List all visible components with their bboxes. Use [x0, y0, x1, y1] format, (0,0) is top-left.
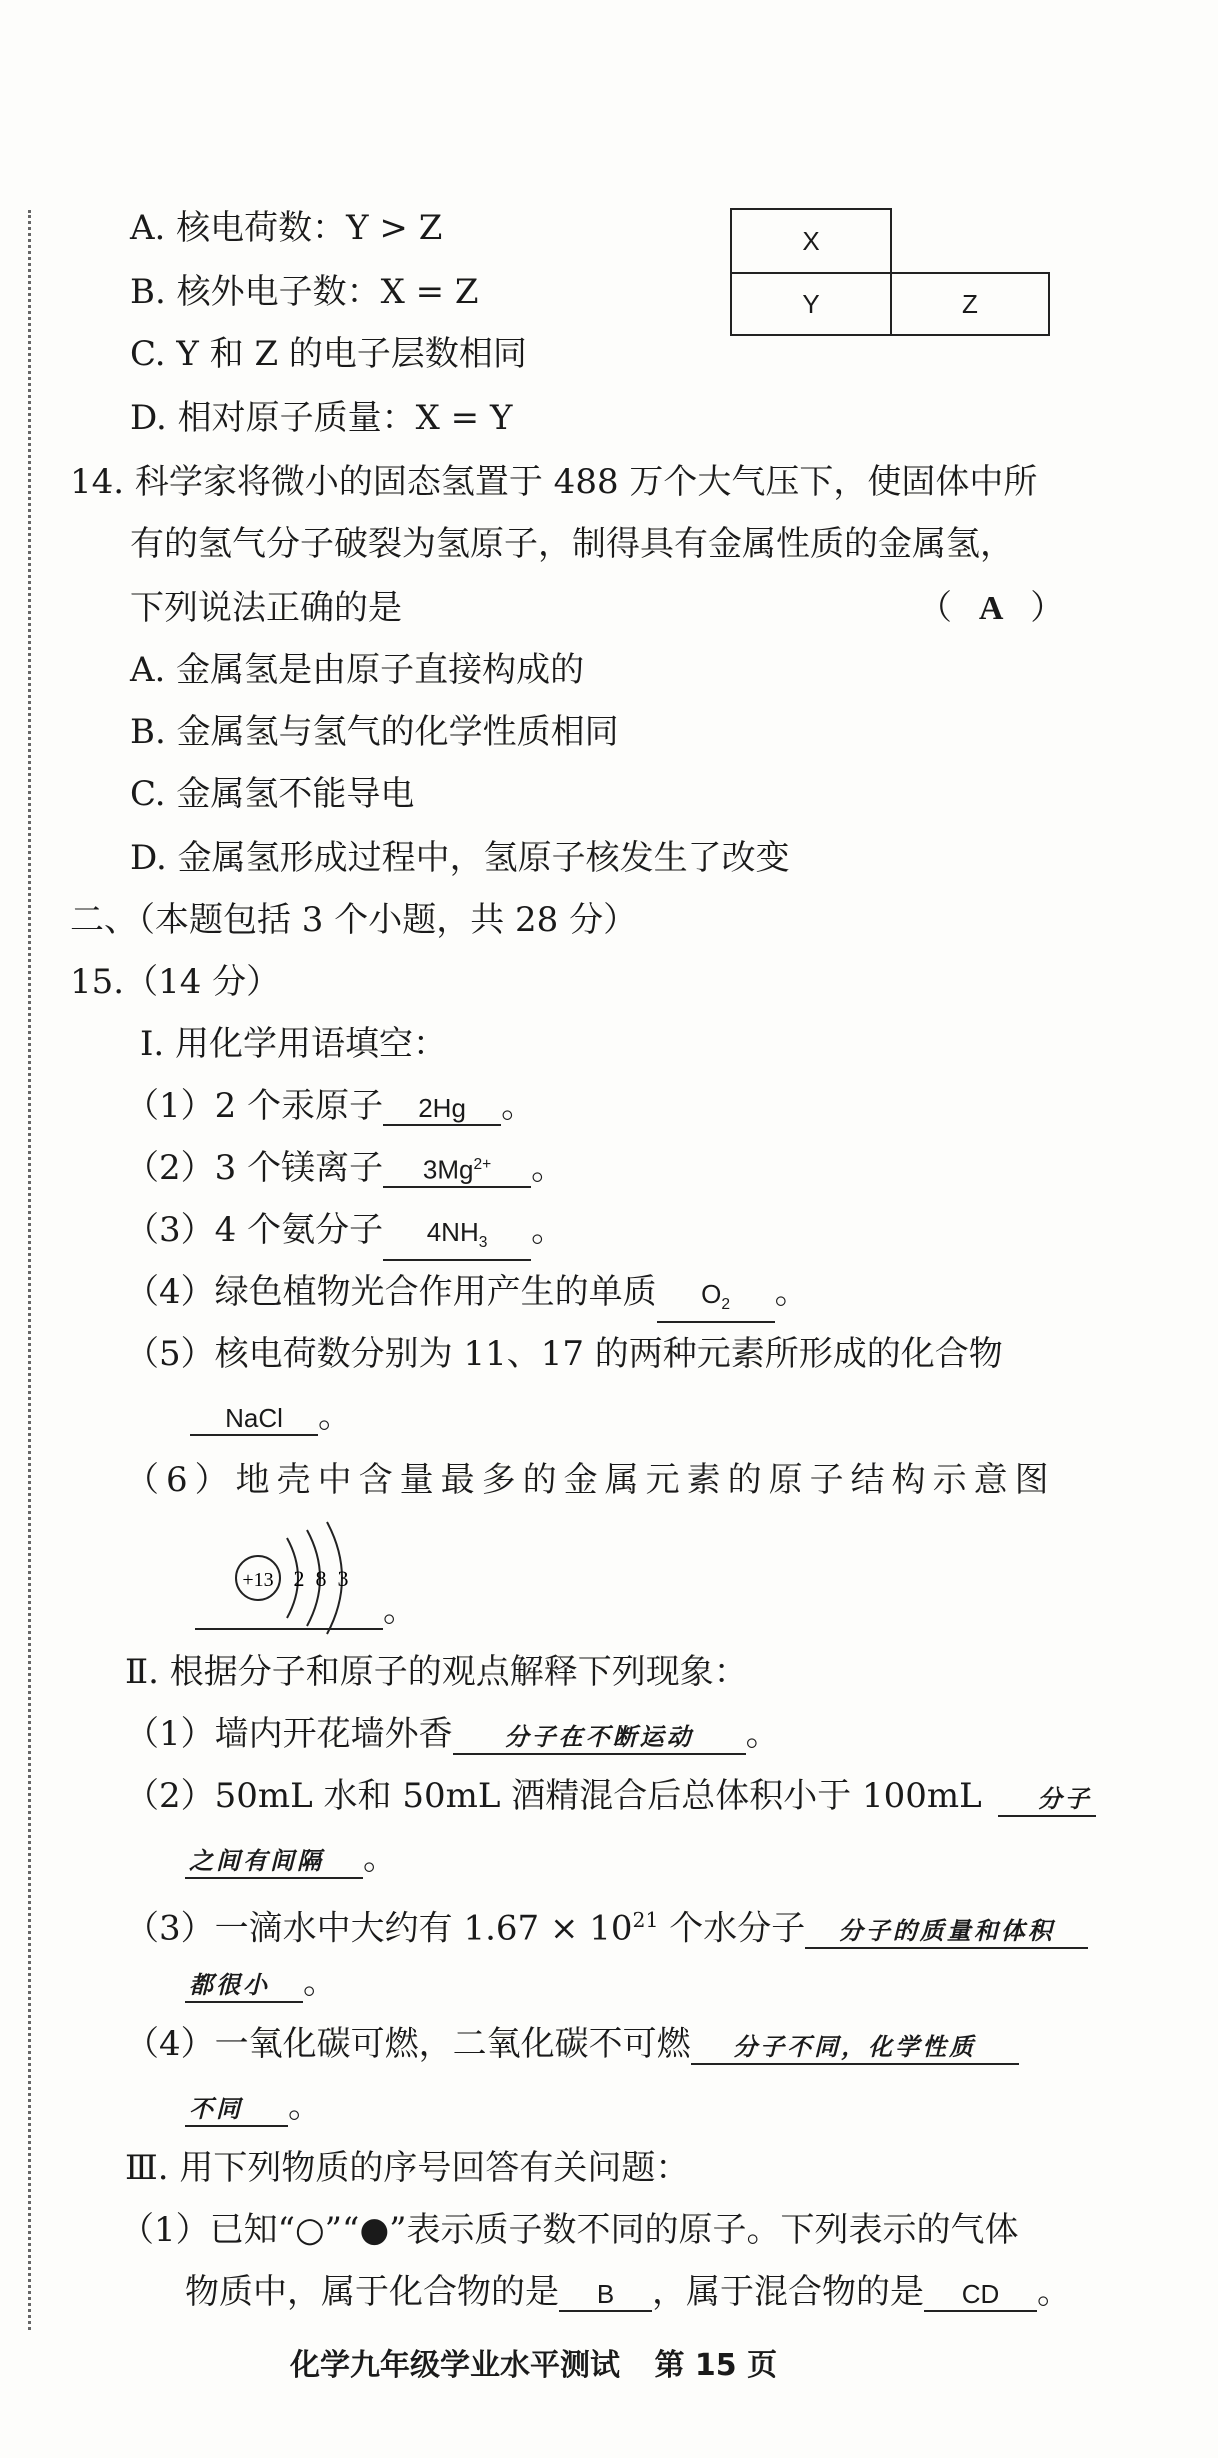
q14-stem-line1: 14. 科学家将微小的固态氢置于 488 万个大气压下，使固体中所: [70, 462, 1038, 502]
q15-p2-label: （2）3 个镁离子: [125, 1148, 384, 1188]
q15-2-3: [125, 1900, 1088, 1949]
q15-3-1-mixture-prompt: ，属于混合物的是: [652, 2272, 924, 2312]
footer-page-number: 第 15 页: [654, 2348, 778, 2383]
q15-p5-label: （5）核电荷数分别为 11、17 的两种元素所形成的化合物: [125, 1334, 1003, 1374]
q15-3-1-answer-compound: B: [559, 2278, 652, 2312]
q15-2-4-end: 。: [288, 2086, 322, 2126]
q15-p2-end: 。: [531, 1148, 566, 1188]
q15-p1-label: （1）2 个汞原子: [125, 1086, 384, 1126]
q15-p5-end: 。: [318, 1396, 352, 1436]
shell-3-electrons: 3: [337, 1566, 349, 1591]
q15-p6-label: （6）地壳中含量最多的金属元素的原子结构示意图: [125, 1460, 1056, 1500]
nucleus-charge: +13: [242, 1569, 274, 1591]
q14-bracket-open: （: [918, 588, 952, 628]
q13-option-c: C. Y 和 Z 的电子层数相同: [130, 334, 527, 374]
q13-option-b: B. 核外电子数：X = Z: [130, 272, 479, 312]
q15-p4-answer-subscript: 2: [721, 1296, 731, 1314]
q15-2-2: [125, 1776, 1096, 1817]
q15-2-3-end: 。: [303, 1962, 337, 2002]
q15-2-3-label-end: 个水分子: [658, 1908, 806, 1949]
q15-2-2-end: 。: [363, 1838, 397, 1878]
q15-p4-end: 。: [774, 1272, 809, 1312]
table-cell-y: [730, 272, 892, 336]
shell-2-electrons: 8: [315, 1566, 327, 1591]
q15-p3-answer-subscript: 3: [478, 1234, 488, 1252]
footer-subject: 化学九年级学业水平测试: [290, 2348, 620, 2383]
q15-3-1-compound-prompt: 物质中，属于化合物的是: [185, 2272, 559, 2312]
q15-3-1-answer-mixture: CD: [924, 2278, 1037, 2312]
page-footer: [290, 2340, 777, 2384]
q14-option-a: A. 金属氢是由原子直接构成的: [130, 650, 585, 690]
q15-p3-label: （3）4 个氨分子: [125, 1210, 384, 1250]
q15-p1-end: 。: [501, 1086, 536, 1126]
q15-p3-answer: [383, 1216, 531, 1261]
q14-answer: A: [978, 590, 1004, 627]
q15-p2-answer: [383, 1149, 531, 1188]
table-cell-x-label: X: [802, 225, 820, 256]
q15-p2: [125, 1148, 565, 1188]
q15-p6-end: 。: [383, 1590, 417, 1630]
q15-2-4-answer-part1: 分子不同，化学性质: [691, 2031, 1019, 2065]
q15-2-2-line2: [185, 1838, 397, 1879]
shell-1-electrons: 2: [293, 1566, 305, 1591]
q15-p2-answer-text: 3Mg: [422, 1155, 474, 1185]
q14-option-b: B. 金属氢与氢气的化学性质相同: [130, 712, 619, 752]
table-cell-z-label: Z: [962, 288, 978, 319]
binding-margin-dotted-line: [28, 210, 31, 2330]
q15-p6-blank: [195, 1596, 383, 1630]
section-2-heading: 二、（本题包括 3 个小题，共 28 分）: [70, 900, 638, 940]
q15-2-3-label: （3）一滴水中大约有 1.67 × 10: [125, 1908, 633, 1949]
q15-p4-label: （4）绿色植物光合作用产生的单质: [125, 1272, 657, 1312]
q15-3-1-line1: （1）已知“○”“●”表示质子数不同的原子。下列表示的气体: [120, 2210, 1019, 2250]
q15-2-1-end: 。: [745, 1714, 780, 1754]
q15-p3-end: 。: [531, 1210, 566, 1250]
q15-2-2-label: （2）50mL 水和 50mL 酒精混合后总体积小于 100mL: [125, 1776, 982, 1816]
q15-p4: [125, 1272, 809, 1323]
q15-3-1-line2: [185, 2272, 1071, 2312]
q15-p4-answer: [657, 1278, 775, 1323]
q15-part2-title: Ⅱ. 根据分子和原子的观点解释下列现象：: [125, 1652, 748, 1692]
q15-p3-answer-text: 4NH: [426, 1217, 479, 1247]
q14-option-d: D. 金属氢形成过程中，氢原子核发生了改变: [130, 838, 790, 878]
q14-bracket-close: ）: [1030, 588, 1065, 628]
q14-stem-line3: 下列说法正确的是: [130, 588, 402, 628]
q15-p5-answer: NaCl: [190, 1402, 318, 1436]
q15-2-3-line2: [185, 1962, 337, 2003]
table-cell-y-label: Y: [802, 288, 820, 319]
q15-p4-answer-text: O: [701, 1279, 722, 1309]
q15-part3-title: Ⅲ. 用下列物质的序号回答有关问题：: [125, 2148, 690, 2188]
q15-3-1-end: 。: [1037, 2272, 1071, 2312]
q15-p6-answer-line: [195, 1590, 417, 1630]
q15-2-4-line2: [185, 2086, 322, 2127]
q13-option-a: A. 核电荷数：Y > Z: [130, 208, 443, 248]
q15-2-3-exponent: 21: [632, 1908, 659, 1932]
q15-2-4-answer-part2: 不同: [185, 2093, 288, 2127]
q15-p5-answer-line: [190, 1396, 352, 1436]
table-cell-x: [730, 208, 892, 274]
q14-option-c: C. 金属氢不能导电: [130, 774, 415, 814]
q15-p2-answer-charge: 2+: [473, 1156, 492, 1174]
q13-option-d: D. 相对原子质量：X = Y: [130, 398, 513, 438]
q15-2-1-label: （1）墙内开花墙外香: [125, 1714, 453, 1754]
q15-p3: [125, 1210, 565, 1261]
q14-stem-line2: 有的氢气分子破裂为氢原子，制得具有金属性质的金属氢，: [130, 524, 1014, 564]
q15-2-3-answer-part2: 都很小: [185, 1969, 303, 2003]
q15-p1-answer: 2Hg: [383, 1092, 501, 1126]
q15-title: 15.（14 分）: [70, 962, 281, 1002]
q15-part1-title: Ⅰ. 用化学用语填空：: [140, 1024, 448, 1064]
q14-answer-bracket: [918, 588, 1064, 629]
q15-2-4-label: （4）一氧化碳可燃，二氧化碳不可燃: [125, 2024, 691, 2064]
q15-2-3-answer-part1: 分子的质量和体积: [805, 1915, 1088, 1949]
q15-2-1-answer: 分子在不断运动: [453, 1721, 746, 1755]
q15-2-2-answer-part1: 分子: [998, 1783, 1096, 1817]
q15-p1: [125, 1086, 535, 1126]
q15-2-2-answer-part2: 之间有间隔: [185, 1845, 363, 1879]
q15-2-4: [125, 2024, 1019, 2065]
q15-2-1: [125, 1714, 780, 1755]
table-cell-z: [890, 272, 1050, 336]
